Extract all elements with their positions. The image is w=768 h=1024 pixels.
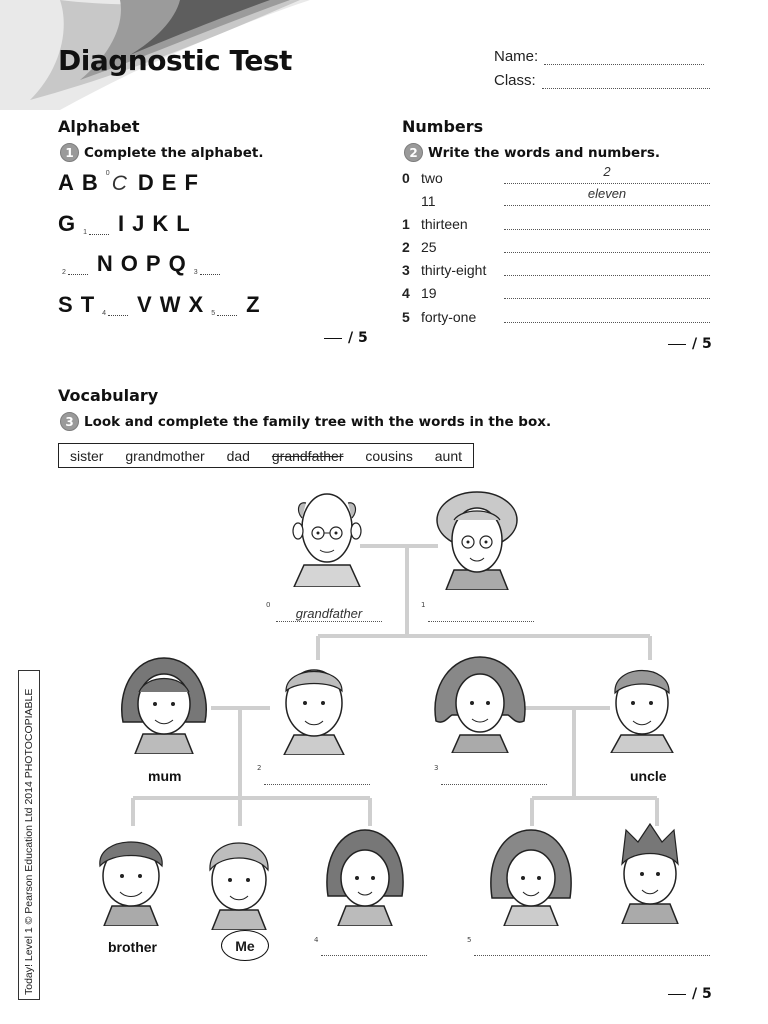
alphabet-gap-2[interactable]: 2 (62, 271, 88, 277)
uncle-portrait (603, 657, 681, 753)
number-item-2: 2 25 (402, 239, 437, 255)
alphabet-gap-0: 0 C (105, 170, 127, 195)
letter: T (80, 292, 95, 317)
tree-blank-1[interactable] (428, 606, 534, 622)
letter: P (145, 251, 161, 276)
word-box (58, 443, 474, 468)
number-answer-example: eleven (504, 186, 710, 206)
numbers-instruction-text: Write the words and numbers. (428, 144, 660, 161)
example-answer: C (111, 172, 127, 195)
letter: F (184, 170, 198, 195)
dad-portrait (272, 653, 356, 755)
uncle-label: uncle (630, 768, 667, 784)
letter: S (58, 292, 73, 317)
number-item-1: 1 thirteen (402, 216, 468, 232)
cousin-boy-portrait (610, 820, 690, 924)
number-answer-4[interactable] (504, 279, 710, 299)
alphabet-gap-3[interactable]: 3 (194, 271, 220, 277)
blank-number-1: 1 (421, 601, 426, 609)
alphabet-instruction (60, 143, 263, 162)
alphabet-row-4 (58, 292, 268, 318)
me-portrait (196, 830, 282, 930)
tree-blank-0: grandfather (276, 606, 382, 622)
number-answer-5[interactable] (504, 303, 710, 323)
alphabet-gap-5[interactable]: 5 (211, 312, 237, 318)
letter: D (137, 170, 154, 195)
number-item-0: 0 two (402, 170, 443, 186)
brother-label: brother (108, 939, 157, 955)
alphabet-section-title: Alphabet (58, 117, 140, 136)
number-item-example: 11 (421, 193, 436, 209)
number-answer-2[interactable] (504, 233, 710, 253)
alphabet-row-2 (58, 211, 198, 237)
class-label: Class: (494, 72, 536, 89)
word-box-item: sister (69, 447, 104, 464)
number-answer-0: 2 (504, 164, 710, 184)
class-field[interactable] (494, 72, 710, 89)
alphabet-score: / 5 (324, 330, 368, 346)
tree-blank-2[interactable] (264, 769, 370, 785)
numbers-section-title: Numbers (402, 117, 484, 136)
name-field[interactable] (494, 48, 704, 65)
name-line[interactable] (544, 53, 704, 65)
vocabulary-instruction (60, 412, 551, 431)
word-box-item: dad (226, 447, 250, 464)
letter: B (81, 170, 98, 195)
page-title: Diagnostic Test (58, 44, 292, 77)
grandmother-portrait (432, 490, 522, 590)
copyright-strip: Today! Level 1 © Pearson Education Ltd 2014 PHOTOCOPIABLE (18, 670, 40, 1000)
exercise-3-badge: 3 (60, 412, 79, 431)
letter: N (96, 251, 113, 276)
letter: G (58, 211, 76, 236)
letter: E (161, 170, 177, 195)
blank-number-2: 2 (257, 764, 262, 772)
class-line[interactable] (542, 77, 710, 89)
tree-blank-3[interactable] (441, 769, 547, 785)
number-item-4: 4 19 (402, 285, 437, 301)
letter: J (132, 211, 145, 236)
numbers-instruction (404, 143, 660, 162)
letter: I (118, 211, 125, 236)
numbers-score: / 5 (668, 336, 712, 352)
number-answer-3[interactable] (504, 256, 710, 276)
letter: X (188, 292, 204, 317)
grandfather-portrait (290, 483, 364, 587)
aunt-portrait (432, 655, 528, 753)
letter: L (176, 211, 190, 236)
blank-number-5: 5 (467, 936, 472, 944)
letter: Q (168, 251, 186, 276)
vocabulary-score: / 5 (668, 986, 712, 1002)
brother-portrait (88, 826, 174, 926)
alphabet-gap-1[interactable]: 1 (83, 231, 109, 237)
word-box-item: grandmother (125, 447, 205, 464)
number-item-5: 5 forty-one (402, 309, 477, 325)
letter: A (58, 170, 74, 195)
word-box-item: aunt (434, 447, 463, 464)
alphabet-row-3 (62, 251, 229, 277)
mum-portrait (117, 652, 211, 754)
mum-label: mum (148, 768, 182, 784)
number-item-3: 3 thirty-eight (402, 262, 487, 278)
word-box-item-used: grandfather (271, 447, 344, 464)
tree-blank-5[interactable] (474, 940, 710, 956)
alphabet-instruction-text: Complete the alphabet. (84, 144, 264, 161)
letter: Z (246, 292, 260, 317)
alphabet-row-1 (58, 170, 206, 196)
exercise-2-badge: 2 (404, 143, 423, 162)
name-label: Name: (494, 48, 539, 65)
letter: K (152, 211, 169, 236)
number-answer-1[interactable] (504, 210, 710, 230)
blank-number-3: 3 (434, 764, 439, 772)
sister-portrait (322, 826, 408, 926)
blank-number-4: 4 (314, 936, 319, 944)
cousin-girl-portrait (486, 826, 576, 926)
letter: W (159, 292, 181, 317)
letter: V (137, 292, 152, 317)
word-box-item: cousins (365, 447, 413, 464)
me-speech-bubble: Me (221, 930, 269, 961)
alphabet-gap-4[interactable]: 4 (102, 312, 128, 318)
vocabulary-instruction-text: Look and complete the family tree with the words in the box. (84, 413, 552, 430)
blank-number-0: 0 (266, 601, 271, 609)
exercise-1-badge: 1 (60, 143, 79, 162)
vocabulary-section-title: Vocabulary (58, 386, 159, 405)
letter: O (120, 251, 138, 276)
tree-blank-4[interactable] (321, 940, 427, 956)
